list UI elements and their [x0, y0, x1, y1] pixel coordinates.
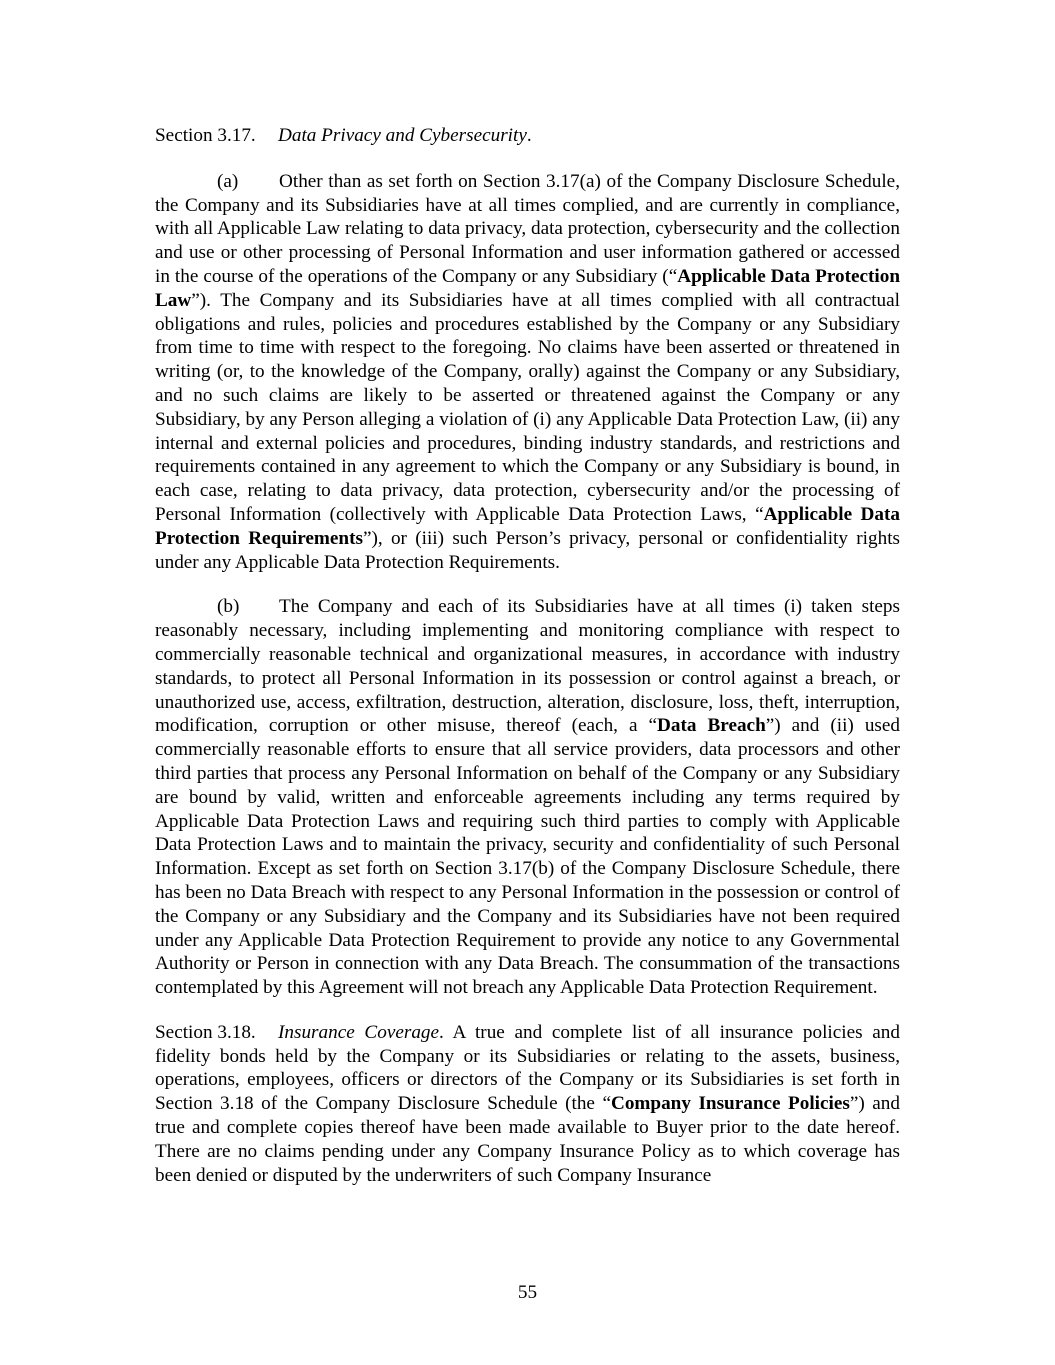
paragraph-a-text-1: Other than as set forth on Section 3.17(a) of the Company Disclosure Schedule, the Company and its Subsidiaries have at all times complied, and are currently in compliance, with all Applicable Law relating to data privacy, data protection, cybersecurity and the collection and use or other processing of Personal Information and user information gathered or accessed in the course of the operations of the Company or any Subsidiary (“ [155, 170, 900, 287]
defined-term-applicable-data-protection-law: Applicable Data Protection Law [155, 265, 900, 311]
paragraph-a-text-2: ”). The Company and its Subsidiaries have at all times complied with all contractual obligations and rules, policies and procedures established by the Company or any Subsidiary from time to time with respect to the foregoing. No claims have been asserted or threatened in writing (or, to the knowledge of the Company, orally) against the Company or any Subsidiary, and no such claims are likely to be asserted or threatened against the Company or any Subsidiary, by any Person alleging a violation of (i) any Applicable Data Protection Law, (ii) any internal and external policies and procedures, binding industry standards, and restrictions and requirements contained in any agreement to which the Company or any Subsidiary is bound, in each case, relating to data privacy, data protection, cybersecurity and/or the processing of Personal Information (collectively with Applicable Data Protection Laws, “ [155, 289, 900, 525]
paragraph-3-17-b [155, 595, 900, 1000]
defined-term-data-breach: Data Breach [657, 715, 766, 737]
section-3-18-title: Insurance Coverage [278, 1021, 440, 1043]
section-3-17-heading [155, 124, 900, 148]
paragraph-b-text-2: ”) and (ii) used commercially reasonable efforts to ensure that all service providers, data processors and other third parties that process any Personal Information on behalf of the Company or any Subsidiary are bound by valid, written and enforceable agreements including any terms required by Applicable Data Protection Laws and requiring such third parties to comply with Applicable Data Protection Laws and to maintain the privacy, security and confidentiality of such Personal Information. Except as set forth on Section 3.17(b) of the Company Disclosure Schedule, there has been no Data Breach with respect to any Personal Information in the possession or control of the Company or any Subsidiary and the Company and its Subsidiaries have not been required under any Applicable Data Protection Requirement to provide any notice to any Governmental Authority or Person in connection with any Data Breach. The consummation of the transactions contemplated by this Agreement will not breach any Applicable Data Protection Requirement. [155, 715, 900, 999]
document-page [155, 124, 900, 1187]
paragraph-a-text-3: ”), or (iii) such Person’s privacy, personal or confidentiality rights under any Applicable Data Protection Requirements. [155, 527, 900, 573]
section-3-18-text-2: ”) and true and complete copies thereof have been made available to Buyer prior to the date hereof. There are no claims pending under any Company Insurance Policy as to which coverage has been denied or disputed by the underwriters of such Company Insurance [155, 1093, 900, 1186]
section-3-17-number: Section 3.17. [155, 125, 256, 146]
paragraph-a-label: (a) [217, 170, 239, 192]
paragraph-b-text-1: The Company and each of its Subsidiaries have at all times (i) taken steps reasonably necessary, including implementing and monitoring compliance with respect to commercially reasonable technical and organizational measures, in accordance with industry standards, to protect all Personal Information in its possession or control against a breach, or unauthorized use, access, exfiltration, destruction, alteration, disclosure, loss, theft, interruption, modification, corruption or other misuse, thereof (each, a “ [155, 596, 900, 737]
page-number: 55 [517, 1282, 538, 1303]
defined-term-applicable-data-protection-requirements: Applicable Data Protection Requirements [155, 503, 900, 549]
defined-term-company-insurance-policies: Company Insurance Policies [610, 1093, 850, 1115]
paragraph-b-label: (b) [217, 596, 240, 618]
section-3-17-title: Data Privacy and Cybersecurity [278, 125, 527, 146]
paragraph-3-17-a [155, 170, 900, 575]
section-3-18-text-1: . A true and complete list of all insurance policies and fidelity bonds held by the Company or its Subsidiaries or relating to the assets, business, operations, employees, officers or directors of the Company or its Subsidiaries is set forth in Section 3.18 of the Company Disclosure Schedule (the “ [155, 1021, 900, 1115]
section-3-18-paragraph [155, 1021, 900, 1188]
section-3-17-title-period: . [526, 125, 532, 146]
section-3-18-number: Section 3.18. [155, 1021, 256, 1043]
